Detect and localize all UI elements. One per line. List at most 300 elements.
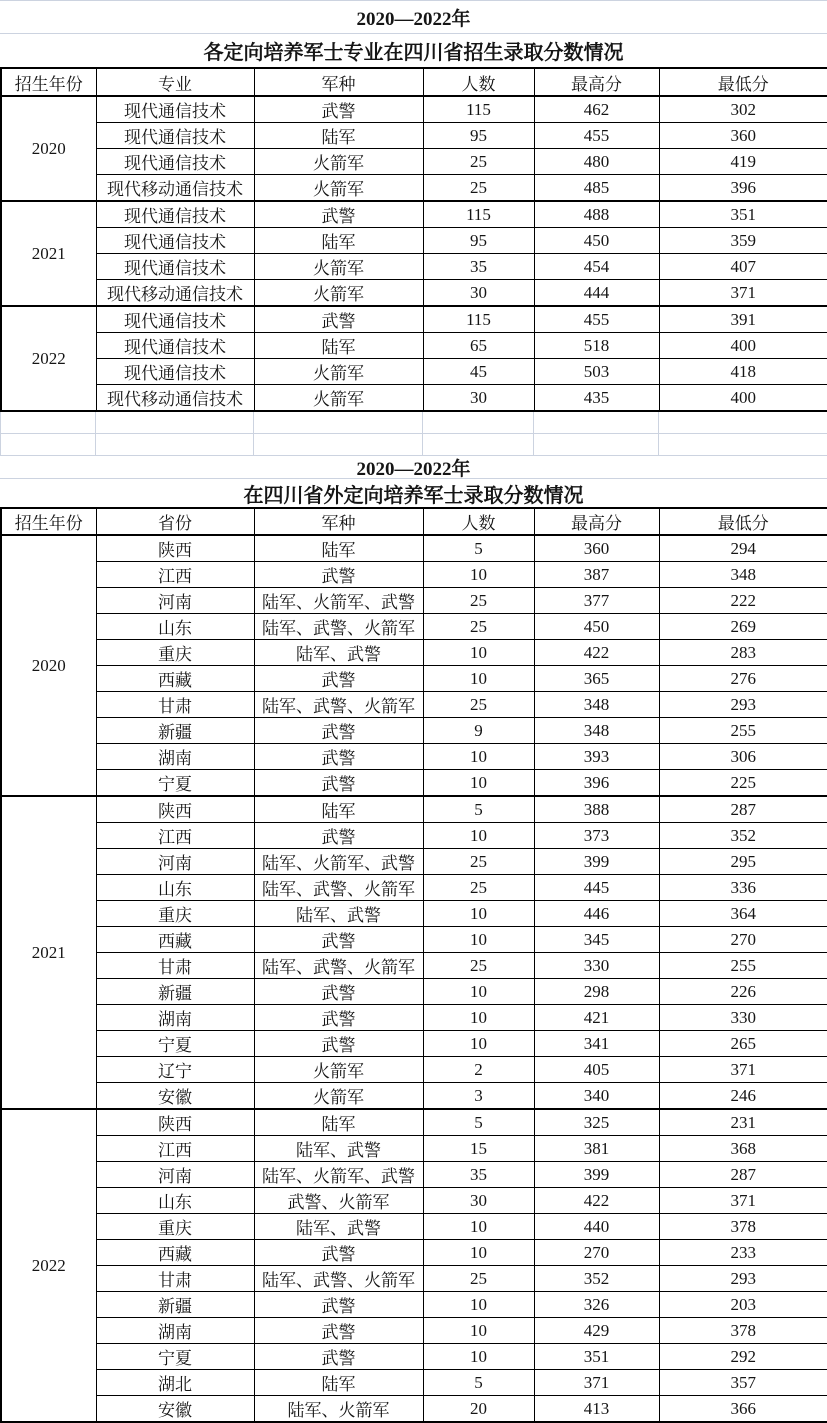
table-row <box>1 359 827 385</box>
data-cell: 381 <box>534 1136 659 1162</box>
data-cell: 377 <box>534 588 659 614</box>
data-cell: 360 <box>534 535 659 562</box>
spacer-cell <box>534 434 659 456</box>
data-cell: 396 <box>534 770 659 797</box>
spacer-cell <box>423 434 534 456</box>
data-cell: 武警 <box>254 562 423 588</box>
data-cell: 429 <box>534 1318 659 1344</box>
data-cell: 陆军、火箭军 <box>254 1396 423 1423</box>
table-row <box>1 1266 827 1292</box>
data-cell: 现代通信技术 <box>96 149 254 175</box>
data-cell: 480 <box>534 149 659 175</box>
data-cell: 火箭军 <box>254 359 423 385</box>
empty-spacer-grid <box>0 412 827 456</box>
data-cell: 25 <box>423 849 534 875</box>
data-cell: 10 <box>423 744 534 770</box>
data-cell: 270 <box>534 1240 659 1266</box>
table-row <box>1 201 827 228</box>
table-row <box>1 1396 827 1423</box>
data-cell: 武警 <box>254 1005 423 1031</box>
data-cell: 485 <box>534 175 659 202</box>
data-cell: 292 <box>659 1344 827 1370</box>
data-cell: 255 <box>659 953 827 979</box>
data-cell: 武警 <box>254 927 423 953</box>
data-cell: 30 <box>423 385 534 412</box>
year-cell: 2022 <box>1 306 96 411</box>
data-cell: 陕西 <box>96 1109 254 1136</box>
data-cell: 455 <box>534 306 659 333</box>
data-cell: 421 <box>534 1005 659 1031</box>
data-cell: 10 <box>423 666 534 692</box>
data-cell: 371 <box>659 1057 827 1083</box>
data-cell: 山东 <box>96 875 254 901</box>
data-cell: 293 <box>659 692 827 718</box>
table-row <box>1 1083 827 1110</box>
data-cell: 413 <box>534 1396 659 1423</box>
data-cell: 326 <box>534 1292 659 1318</box>
data-cell: 火箭军 <box>254 280 423 307</box>
data-cell: 462 <box>534 96 659 123</box>
spacer-cell <box>1 434 96 456</box>
data-cell: 宁夏 <box>96 770 254 797</box>
section1-period-title: 2020—2022年 <box>0 0 827 34</box>
out-of-province-admissions-table <box>0 507 827 1423</box>
data-cell: 陆军、武警、火箭军 <box>254 614 423 640</box>
data-cell: 陆军、武警、火箭军 <box>254 875 423 901</box>
header-cell: 专业 <box>96 68 254 96</box>
table-row <box>1 796 827 823</box>
data-cell: 火箭军 <box>254 254 423 280</box>
data-cell: 231 <box>659 1109 827 1136</box>
table-row <box>1 614 827 640</box>
data-cell: 115 <box>423 306 534 333</box>
table-row <box>1 385 827 412</box>
data-cell: 287 <box>659 796 827 823</box>
data-cell: 435 <box>534 385 659 412</box>
data-cell: 陆军 <box>254 228 423 254</box>
table-row <box>1 535 827 562</box>
table-row <box>1 1292 827 1318</box>
data-cell: 重庆 <box>96 901 254 927</box>
table-row <box>1 1005 827 1031</box>
data-cell: 340 <box>534 1083 659 1110</box>
data-cell: 445 <box>534 875 659 901</box>
data-cell: 418 <box>659 359 827 385</box>
table-row <box>1 1031 827 1057</box>
table-row <box>1 1109 827 1136</box>
data-cell: 225 <box>659 770 827 797</box>
table-header-row <box>1 68 827 96</box>
data-cell: 西藏 <box>96 666 254 692</box>
data-cell: 10 <box>423 823 534 849</box>
table-row <box>1 1318 827 1344</box>
data-cell: 503 <box>534 359 659 385</box>
data-cell: 陆军 <box>254 1109 423 1136</box>
data-cell: 9 <box>423 718 534 744</box>
header-cell: 招生年份 <box>1 508 96 535</box>
data-cell: 武警 <box>254 201 423 228</box>
data-cell: 405 <box>534 1057 659 1083</box>
data-cell: 10 <box>423 1005 534 1031</box>
data-cell: 400 <box>659 385 827 412</box>
data-cell: 山东 <box>96 1188 254 1214</box>
data-cell: 359 <box>659 228 827 254</box>
data-cell: 293 <box>659 1266 827 1292</box>
data-cell: 现代通信技术 <box>96 123 254 149</box>
header-cell: 最高分 <box>534 508 659 535</box>
data-cell: 10 <box>423 1031 534 1057</box>
data-cell: 10 <box>423 1214 534 1240</box>
data-cell: 武警 <box>254 1240 423 1266</box>
data-cell: 武警 <box>254 979 423 1005</box>
table-row <box>1 254 827 280</box>
data-cell: 现代通信技术 <box>96 96 254 123</box>
data-cell: 450 <box>534 228 659 254</box>
data-cell: 366 <box>659 1396 827 1423</box>
spacer-cell <box>659 434 827 456</box>
header-cell: 招生年份 <box>1 68 96 96</box>
data-cell: 294 <box>659 535 827 562</box>
data-cell: 5 <box>423 535 534 562</box>
data-cell: 444 <box>534 280 659 307</box>
data-cell: 440 <box>534 1214 659 1240</box>
data-cell: 25 <box>423 953 534 979</box>
data-cell: 391 <box>659 306 827 333</box>
data-cell: 重庆 <box>96 1214 254 1240</box>
data-cell: 222 <box>659 588 827 614</box>
year-cell: 2021 <box>1 201 96 306</box>
data-cell: 393 <box>534 744 659 770</box>
data-cell: 陆军、火箭军、武警 <box>254 849 423 875</box>
table-row <box>1 1162 827 1188</box>
section1-title: 各定向培养军士专业在四川省招生录取分数情况 <box>0 34 827 67</box>
header-cell: 军种 <box>254 508 423 535</box>
data-cell: 115 <box>423 96 534 123</box>
data-cell: 399 <box>534 849 659 875</box>
data-cell: 陆军 <box>254 796 423 823</box>
table-header-row <box>1 508 827 535</box>
spacer-cell <box>254 434 423 456</box>
data-cell: 火箭军 <box>254 175 423 202</box>
data-cell: 422 <box>534 640 659 666</box>
year-cell: 2020 <box>1 96 96 201</box>
table-row <box>1 123 827 149</box>
data-cell: 现代通信技术 <box>96 333 254 359</box>
data-cell: 陆军、武警、火箭军 <box>254 1266 423 1292</box>
year-cell: 2021 <box>1 796 96 1109</box>
data-cell: 江西 <box>96 562 254 588</box>
data-cell: 454 <box>534 254 659 280</box>
data-cell: 现代通信技术 <box>96 306 254 333</box>
data-cell: 现代移动通信技术 <box>96 280 254 307</box>
data-cell: 330 <box>659 1005 827 1031</box>
header-cell: 最高分 <box>534 68 659 96</box>
data-cell: 368 <box>659 1136 827 1162</box>
table-row <box>1 1370 827 1396</box>
table-row <box>1 692 827 718</box>
table-row <box>1 1240 827 1266</box>
data-cell: 378 <box>659 1318 827 1344</box>
table-row <box>1 228 827 254</box>
table-row <box>1 149 827 175</box>
spacer-cell <box>96 412 254 434</box>
data-cell: 276 <box>659 666 827 692</box>
data-cell: 10 <box>423 640 534 666</box>
data-cell: 陆军 <box>254 1370 423 1396</box>
data-cell: 陕西 <box>96 796 254 823</box>
data-cell: 3 <box>423 1083 534 1110</box>
section2-period-title: 2020—2022年 <box>0 456 827 479</box>
data-cell: 现代通信技术 <box>96 228 254 254</box>
data-cell: 357 <box>659 1370 827 1396</box>
data-cell: 341 <box>534 1031 659 1057</box>
data-cell: 270 <box>659 927 827 953</box>
table-row <box>1 333 827 359</box>
data-cell: 武警 <box>254 1292 423 1318</box>
data-cell: 重庆 <box>96 640 254 666</box>
data-cell: 351 <box>534 1344 659 1370</box>
data-cell: 武警 <box>254 823 423 849</box>
data-cell: 河南 <box>96 849 254 875</box>
data-cell: 武警 <box>254 1344 423 1370</box>
spacer-cell <box>1 412 96 434</box>
table-row <box>1 770 827 797</box>
table-row <box>1 96 827 123</box>
data-cell: 新疆 <box>96 1292 254 1318</box>
data-cell: 陆军、火箭军、武警 <box>254 588 423 614</box>
data-cell: 25 <box>423 875 534 901</box>
data-cell: 378 <box>659 1214 827 1240</box>
data-cell: 115 <box>423 201 534 228</box>
data-cell: 25 <box>423 175 534 202</box>
data-cell: 295 <box>659 849 827 875</box>
data-cell: 10 <box>423 979 534 1005</box>
data-cell: 419 <box>659 149 827 175</box>
data-cell: 45 <box>423 359 534 385</box>
data-cell: 20 <box>423 1396 534 1423</box>
data-cell: 现代移动通信技术 <box>96 385 254 412</box>
data-cell: 518 <box>534 333 659 359</box>
data-cell: 455 <box>534 123 659 149</box>
data-cell: 269 <box>659 614 827 640</box>
data-cell: 陆军 <box>254 535 423 562</box>
data-cell: 450 <box>534 614 659 640</box>
spacer-row <box>1 412 827 434</box>
data-cell: 15 <box>423 1136 534 1162</box>
data-cell: 10 <box>423 770 534 797</box>
data-cell: 陆军、武警、火箭军 <box>254 953 423 979</box>
data-cell: 330 <box>534 953 659 979</box>
data-cell: 现代移动通信技术 <box>96 175 254 202</box>
data-cell: 65 <box>423 333 534 359</box>
data-cell: 武警 <box>254 666 423 692</box>
data-cell: 陆军、武警 <box>254 1214 423 1240</box>
data-cell: 陆军、武警 <box>254 901 423 927</box>
data-cell: 安徽 <box>96 1083 254 1110</box>
data-cell: 10 <box>423 927 534 953</box>
data-cell: 山东 <box>96 614 254 640</box>
header-cell: 人数 <box>423 508 534 535</box>
data-cell: 现代通信技术 <box>96 201 254 228</box>
table-row <box>1 640 827 666</box>
data-cell: 371 <box>659 1188 827 1214</box>
data-cell: 河南 <box>96 1162 254 1188</box>
data-cell: 湖南 <box>96 744 254 770</box>
data-cell: 火箭军 <box>254 385 423 412</box>
table-row <box>1 849 827 875</box>
header-cell: 人数 <box>423 68 534 96</box>
data-cell: 348 <box>534 692 659 718</box>
data-cell: 陆军、武警 <box>254 1136 423 1162</box>
table-row <box>1 562 827 588</box>
table-row <box>1 979 827 1005</box>
table-row <box>1 901 827 927</box>
data-cell: 陆军、火箭军、武警 <box>254 1162 423 1188</box>
data-cell: 宁夏 <box>96 1031 254 1057</box>
data-cell: 2 <box>423 1057 534 1083</box>
table-row <box>1 280 827 307</box>
data-cell: 371 <box>534 1370 659 1396</box>
data-cell: 388 <box>534 796 659 823</box>
data-cell: 233 <box>659 1240 827 1266</box>
data-cell: 10 <box>423 1344 534 1370</box>
data-cell: 江西 <box>96 1136 254 1162</box>
spacer-cell <box>423 412 534 434</box>
year-cell: 2020 <box>1 535 96 796</box>
data-cell: 422 <box>534 1188 659 1214</box>
data-cell: 287 <box>659 1162 827 1188</box>
table-row <box>1 1188 827 1214</box>
data-cell: 203 <box>659 1292 827 1318</box>
spacer-cell <box>659 412 827 434</box>
data-cell: 25 <box>423 692 534 718</box>
data-cell: 25 <box>423 614 534 640</box>
data-cell: 甘肃 <box>96 692 254 718</box>
table-row <box>1 1136 827 1162</box>
table-row <box>1 927 827 953</box>
data-cell: 25 <box>423 149 534 175</box>
data-cell: 陆军 <box>254 123 423 149</box>
data-cell: 348 <box>659 562 827 588</box>
header-cell: 最低分 <box>659 508 827 535</box>
sichuan-admissions-table <box>0 67 827 412</box>
data-cell: 甘肃 <box>96 953 254 979</box>
data-cell: 396 <box>659 175 827 202</box>
section2-title: 在四川省外定向培养军士录取分数情况 <box>0 479 827 507</box>
table-row <box>1 666 827 692</box>
data-cell: 甘肃 <box>96 1266 254 1292</box>
table-row <box>1 875 827 901</box>
data-cell: 武警、火箭军 <box>254 1188 423 1214</box>
data-cell: 298 <box>534 979 659 1005</box>
table-row <box>1 588 827 614</box>
data-cell: 399 <box>534 1162 659 1188</box>
data-cell: 新疆 <box>96 718 254 744</box>
data-cell: 武警 <box>254 1031 423 1057</box>
data-cell: 373 <box>534 823 659 849</box>
data-cell: 10 <box>423 1318 534 1344</box>
data-cell: 河南 <box>96 588 254 614</box>
data-cell: 345 <box>534 927 659 953</box>
year-cell: 2022 <box>1 1109 96 1422</box>
data-cell: 95 <box>423 228 534 254</box>
table-row <box>1 823 827 849</box>
data-cell: 35 <box>423 1162 534 1188</box>
data-cell: 35 <box>423 254 534 280</box>
data-cell: 西藏 <box>96 1240 254 1266</box>
data-cell: 371 <box>659 280 827 307</box>
data-cell: 武警 <box>254 96 423 123</box>
data-cell: 现代通信技术 <box>96 359 254 385</box>
spacer-cell <box>254 412 423 434</box>
data-cell: 5 <box>423 1370 534 1396</box>
data-cell: 5 <box>423 796 534 823</box>
data-cell: 武警 <box>254 744 423 770</box>
data-cell: 宁夏 <box>96 1344 254 1370</box>
data-cell: 新疆 <box>96 979 254 1005</box>
data-cell: 364 <box>659 901 827 927</box>
data-cell: 400 <box>659 333 827 359</box>
data-cell: 95 <box>423 123 534 149</box>
data-cell: 江西 <box>96 823 254 849</box>
data-cell: 辽宁 <box>96 1057 254 1083</box>
header-cell: 最低分 <box>659 68 827 96</box>
data-cell: 265 <box>659 1031 827 1057</box>
data-cell: 陕西 <box>96 535 254 562</box>
data-cell: 226 <box>659 979 827 1005</box>
data-cell: 湖北 <box>96 1370 254 1396</box>
data-cell: 现代通信技术 <box>96 254 254 280</box>
table-row <box>1 306 827 333</box>
data-cell: 306 <box>659 744 827 770</box>
data-cell: 武警 <box>254 306 423 333</box>
data-cell: 陆军、武警 <box>254 640 423 666</box>
data-cell: 348 <box>534 718 659 744</box>
data-cell: 365 <box>534 666 659 692</box>
table-row <box>1 175 827 202</box>
data-cell: 武警 <box>254 770 423 797</box>
data-cell: 255 <box>659 718 827 744</box>
data-cell: 30 <box>423 280 534 307</box>
data-cell: 387 <box>534 562 659 588</box>
header-cell: 省份 <box>96 508 254 535</box>
spacer-cell <box>96 434 254 456</box>
data-cell: 火箭军 <box>254 1057 423 1083</box>
table-row <box>1 1344 827 1370</box>
table-row <box>1 1214 827 1240</box>
data-cell: 325 <box>534 1109 659 1136</box>
data-cell: 10 <box>423 1292 534 1318</box>
data-cell: 302 <box>659 96 827 123</box>
data-cell: 10 <box>423 901 534 927</box>
header-cell: 军种 <box>254 68 423 96</box>
table-row <box>1 718 827 744</box>
data-cell: 351 <box>659 201 827 228</box>
table-row <box>1 744 827 770</box>
data-cell: 湖南 <box>96 1318 254 1344</box>
data-cell: 西藏 <box>96 927 254 953</box>
table-row <box>1 1057 827 1083</box>
table-row <box>1 953 827 979</box>
spacer-cell <box>534 412 659 434</box>
data-cell: 488 <box>534 201 659 228</box>
data-cell: 火箭军 <box>254 149 423 175</box>
data-cell: 10 <box>423 562 534 588</box>
data-cell: 陆军、武警、火箭军 <box>254 692 423 718</box>
data-cell: 246 <box>659 1083 827 1110</box>
data-cell: 武警 <box>254 1318 423 1344</box>
data-cell: 25 <box>423 1266 534 1292</box>
